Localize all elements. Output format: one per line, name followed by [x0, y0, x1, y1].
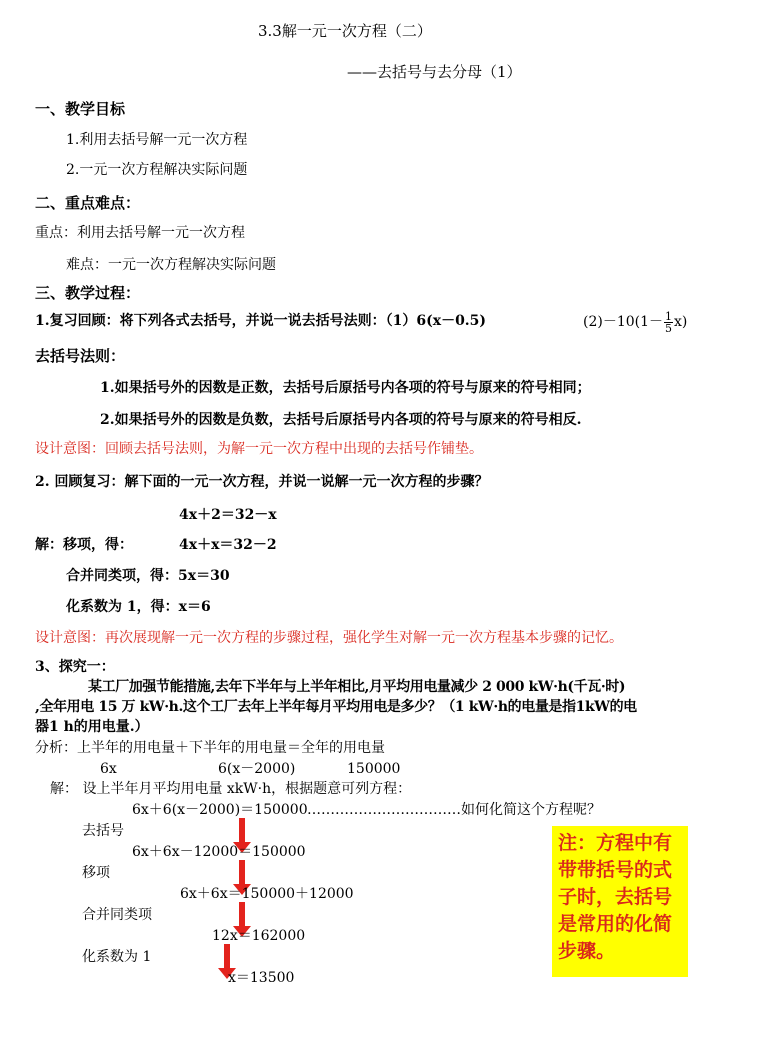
solution-intro: 解： 设上半年月平均用电量 xkW·h，根据题意可列方程： [50, 781, 412, 797]
design-intent-2: 设计意图：再次展现解一元一次方程的步骤过程，强化学生对解一元一次方程基本步骤的记忆。 [35, 630, 623, 646]
step-label: 移项 [82, 865, 110, 881]
design-intent-1: 设计意图：回顾去括号法则，为解一元一次方程中出现的去括号作铺垫。 [35, 441, 483, 457]
equation-step: 4x＋x＝32－2 [179, 537, 277, 553]
step-result: 12x＝162000 [212, 928, 306, 944]
down-arrow-icon [239, 860, 245, 885]
down-arrow-icon [224, 944, 230, 969]
step-result: 6x＋6x－12000＝150000 [132, 844, 306, 860]
simplify-question: ……………………………如何化简这个方程呢？ [307, 802, 601, 818]
section-heading-process: 三、教学过程： [35, 284, 141, 302]
key-point: 重点：利用去括号解一元一次方程 [35, 225, 245, 241]
word-problem-equation: 6x＋6(x－2000)＝150000 [132, 802, 308, 818]
objective-item: 1.利用去括号解一元一次方程 [66, 132, 248, 148]
rule-item: 1.如果括号外的因数是正数，去括号后原括号内各项的符号与原来的符号相同； [100, 380, 591, 396]
rule-item: 2.如果括号外的因数是负数，去括号后原括号内各项的符号与原来的符号相反. [100, 412, 582, 428]
equation-original: 4x＋2＝32－x [179, 507, 277, 523]
review-question-1: 1.复习回顾：将下列各式去括号，并说一说去括号法则：（1）6(x－0.5) [35, 313, 487, 329]
review-question-2: 2. 回顾复习：解下面的一元一次方程，并说一说解一元一次方程的步骤？ [35, 474, 489, 490]
section-heading-objectives: 一、教学目标 [35, 100, 126, 118]
section-heading-key-points: 二、重点难点： [35, 194, 141, 212]
step-label: 化系数为 1 [82, 949, 152, 965]
analysis-term: 150000 [347, 761, 401, 777]
fraction-one-fifth: $\frac{1}{5}$ [665, 309, 673, 335]
analysis-term: 6x [100, 761, 117, 777]
problem-text: 器1 h的用电量.） [35, 719, 149, 735]
expression-2: (2)－10(1－ $\frac{1}{5}$ x) [583, 309, 688, 335]
equation-step: 合并同类项，得：5x＝30 [66, 568, 230, 584]
note-box: 注：方程中有带带括号的式子时，去括号是常用的化简步骤。 [552, 826, 688, 977]
down-arrow-icon [239, 818, 245, 843]
step-label: 去括号 [82, 823, 124, 839]
step-label: 合并同类项 [82, 907, 152, 923]
page-title: 3.3解一元一次方程（二） [258, 22, 432, 40]
difficulty-point: 难点：一元一次方程解决实际问题 [66, 257, 276, 273]
down-arrow-icon [239, 902, 245, 927]
problem-text: ,全年用电 15 万 kW·h.这个工厂去年上半年每月平均用电是多少？（1 kW·h的电量是指1kW的电 [35, 699, 637, 715]
explore-heading: 3、探究一： [35, 659, 115, 675]
page-subtitle: ——去括号与去分母（1） [347, 63, 522, 81]
equation-step: 化系数为 1，得：x＝6 [66, 599, 211, 615]
objective-item: 2.一元一次方程解决实际问题 [66, 162, 248, 178]
problem-text: 某工厂加强节能措施,去年下半年与上半年相比,月平均用电量减少 2 000 kW·h(千瓦·时) [88, 679, 626, 695]
rule-heading: 去括号法则： [35, 347, 126, 365]
analysis-text: 分析：上半年的用电量＋下半年的用电量＝全年的用电量 [35, 740, 385, 756]
step-result: x＝13500 [228, 970, 295, 986]
analysis-term: 6(x－2000) [218, 761, 296, 777]
step-result: 6x＋6x＝150000＋12000 [180, 886, 354, 902]
solve-label: 解：移项，得： [35, 537, 133, 553]
